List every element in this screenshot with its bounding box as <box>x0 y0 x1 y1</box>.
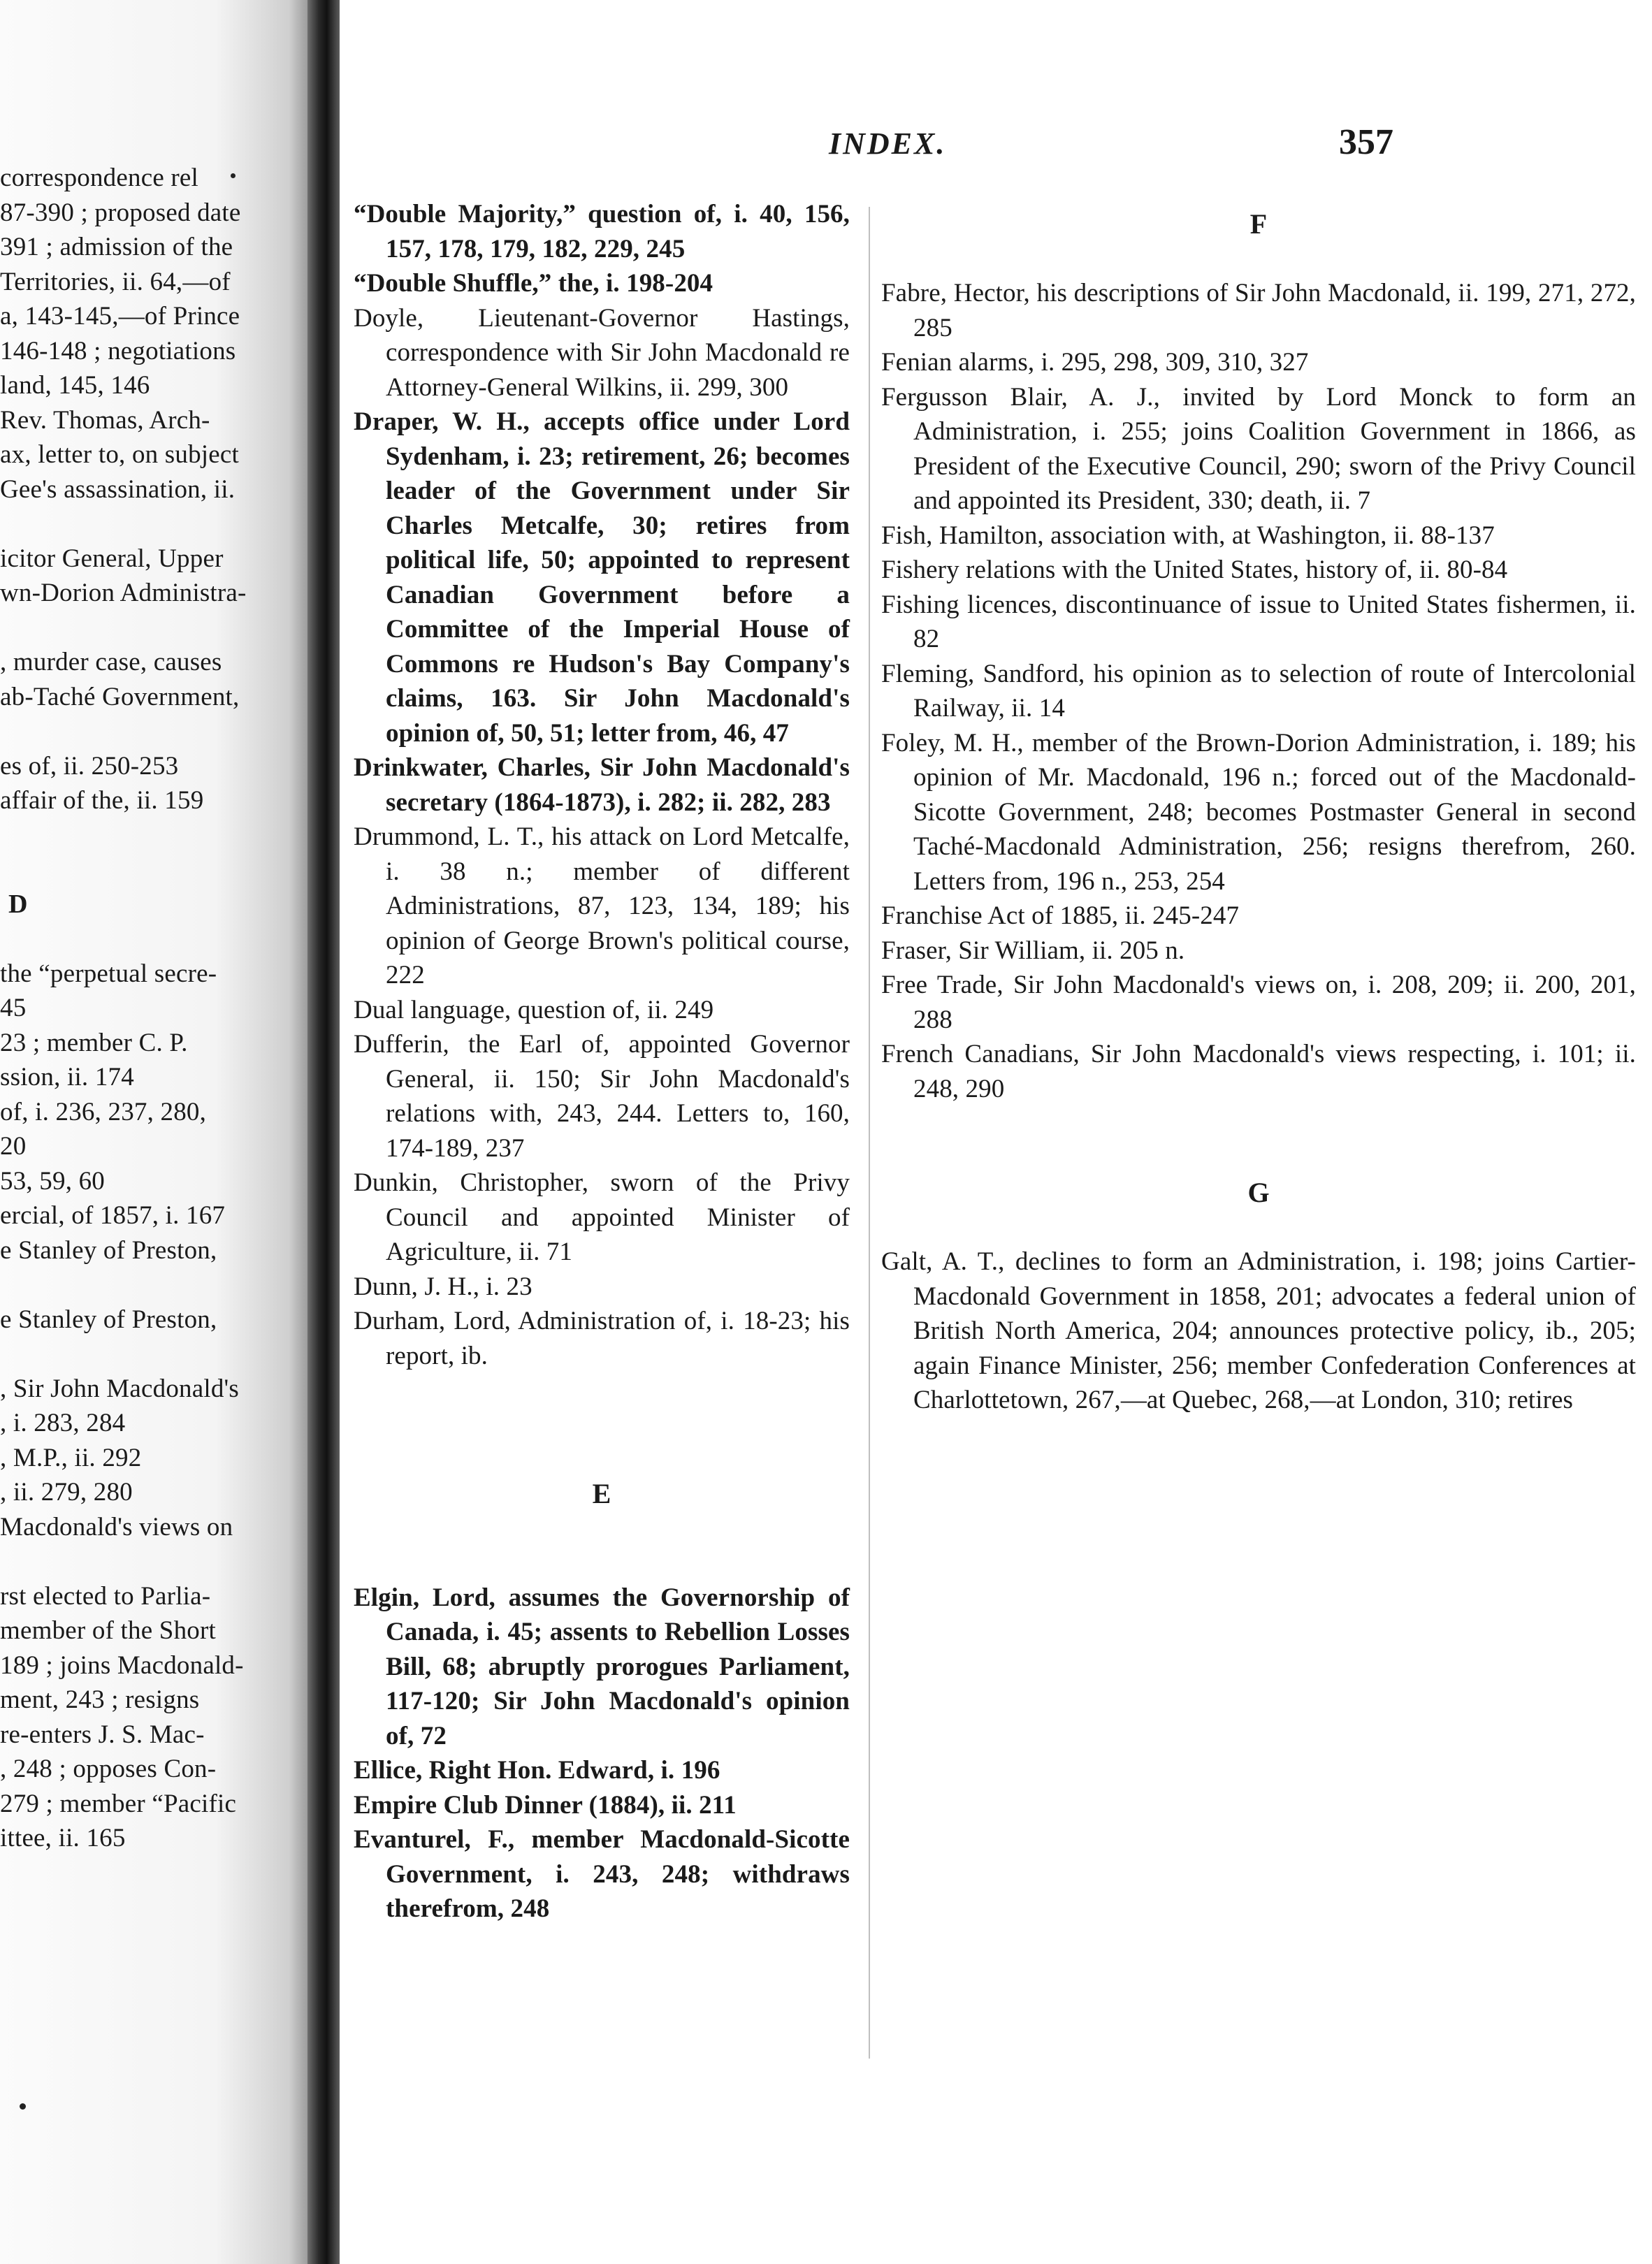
left-line: rst elected to Parlia- <box>0 1581 211 1611</box>
left-line: 146-148 ; negotiations <box>0 336 236 365</box>
section-letter-d: D <box>8 889 28 919</box>
index-entry: Free Trade, Sir John Macdonald's views on, i. 208, 209; ii. 200, 201, 288 <box>881 971 1636 1034</box>
left-line: a, 143-145,—of Prince <box>0 302 240 331</box>
index-entry: Ellice, Right Hon. Edward, i. 196 <box>354 1756 720 1785</box>
section-letter-f: F <box>1249 208 1268 240</box>
index-entry: Elgin, Lord, assumes the Governorship of Canada, i. 45; assents to Rebellion Losses Bill, 68; abruptly prorogues Parliament, 117-120; Sir John Macdonald's opinion of, 72 <box>354 1583 850 1750</box>
left-line: , M.P., ii. 292 <box>0 1443 142 1472</box>
left-line: ittee, ii. 165 <box>0 1824 126 1852</box>
left-line: 45 <box>0 994 27 1022</box>
left-line: icitor General, Upper <box>0 544 224 573</box>
left-line: Gee's assassination, ii. <box>0 474 236 504</box>
index-entry: Durham, Lord, Administration of, i. 18-23; his report, ib. <box>354 1307 850 1370</box>
left-line: ax, letter to, on subject <box>0 440 240 469</box>
running-head: INDEX. <box>829 126 947 161</box>
left-line: e Stanley of Preston, <box>0 1235 217 1265</box>
left-facing-page <box>0 0 307 2264</box>
left-line: of, i. 236, 237, 280, <box>0 1097 207 1126</box>
left-line: re-enters J. S. Mac- <box>0 1720 205 1749</box>
left-line: Territories, ii. 64,—of <box>0 267 231 296</box>
left-line: land, 145, 146 <box>0 371 150 400</box>
index-entry: Fleming, Sandford, his opinion as to selection of route of Intercolonial Railway, ii. 14 <box>881 659 1636 723</box>
index-entry: Drinkwater, Charles, Sir John Macdonald's secretary (1864-1873), i. 282; ii. 282, 283 <box>354 753 850 817</box>
index-entry: Evanturel, F., member Macdonald-Sicotte Government, i. 243, 248; withdraws therefrom, 248 <box>354 1825 850 1923</box>
column-divider <box>869 207 870 2059</box>
index-entry: Fenian alarms, i. 295, 298, 309, 310, 327 <box>881 348 1309 377</box>
left-line: es of, ii. 250-253 <box>0 751 179 781</box>
left-line: , Sir John Macdonald's <box>0 1374 239 1403</box>
index-entry: Dufferin, the Earl of, appointed Governor General, ii. 150; Sir John Macdonald's relations with, 243, 244. Letters to, 160, 174-189, 237 <box>354 1030 850 1163</box>
index-entry: Empire Club Dinner (1884), ii. 211 <box>354 1790 737 1820</box>
section-letter-g: G <box>1247 1177 1270 1208</box>
index-entry: Fergusson Blair, A. J., invited by Lord Monck to form an Administration, i. 255; joins Coalition Government in 1866, as President of the Executive Council, 290; sworn of the Privy Council and appointed its President, 330; death, ii. 7 <box>881 382 1636 515</box>
index-entry: Fabre, Hector, his descriptions of Sir John Macdonald, ii. 199, 271, 272, 285 <box>881 279 1636 342</box>
index-entry: “Double Shuffle,” the, i. 198-204 <box>354 269 713 298</box>
section-letter-e: E <box>592 1478 611 1509</box>
left-line: , i. 283, 284 <box>0 1409 126 1437</box>
left-line: e Stanley of Preston, <box>0 1305 217 1334</box>
left-line: ssion, ii. 174 <box>0 1063 134 1091</box>
index-column-left <box>354 197 850 1926</box>
left-line: Macdonald's views on <box>0 1512 233 1541</box>
index-entry: Doyle, Lieutenant-Governor Hastings, correspondence with Sir John Macdonald re Attorney-General Wilkins, ii. 299, 300 <box>354 303 850 402</box>
index-entry: Fishing licences, discontinuance of issue to United States fishermen, ii. 82 <box>881 590 1636 653</box>
left-line: 20 <box>0 1132 27 1161</box>
index-entry: Drummond, L. T., his attack on Lord Metcalfe, i. 38 n.; member of different Administrations, 87, 123, 134, 189; his opinion of George Brown's political course, 222 <box>354 822 850 989</box>
index-entry: Foley, M. H., member of the Brown-Dorion Administration, i. 189; his opinion of Mr. Macdonald, 196 n.; forced out of the Macdonald-Sicotte Government, 248; becomes Postmaster General in second Taché-Macdonald Administration, 256; resigns therefrom, 260. Letters from, 196 n., 253, 254 <box>881 728 1636 896</box>
index-entry: Fish, Hamilton, association with, at Washington, ii. 88-137 <box>881 521 1495 550</box>
index-entry: Franchise Act of 1885, ii. 245-247 <box>881 901 1240 930</box>
index-entry: “Double Majority,” question of, i. 40, 156, 157, 178, 179, 182, 229, 245 <box>354 200 850 263</box>
left-line: ercial, of 1857, i. 167 <box>0 1201 226 1230</box>
left-line: wn-Dorion Administra- <box>0 579 247 607</box>
index-entry: Dunn, J. H., i. 23 <box>354 1272 532 1301</box>
index-entry: Fraser, Sir William, ii. 205 n. <box>881 936 1185 965</box>
page-number: 357 <box>1339 122 1393 162</box>
index-entry: French Canadians, Sir John Macdonald's views respecting, i. 101; ii. 248, 290 <box>881 1040 1636 1103</box>
left-line: the “perpetual secre- <box>0 959 217 988</box>
index-entry: Draper, W. H., accepts office under Lord Sydenham, i. 23; retirement, 26; becomes leader of the Government under Sir Charles Metcalfe, 30; retires from political life, 50; appointed to represent Canadian Government before a Committee of the Imperial House of Commons re Hudson's Bay Company's claims, 163. Sir John Macdonald's opinion of, 50, 51; letter from, 46, 47 <box>354 407 850 748</box>
index-entry: Dunkin, Christopher, sworn of the Privy Council and appointed Minister of Agriculture, ii. 71 <box>354 1168 850 1266</box>
index-entry: Fishery relations with the United States, history of, ii. 80-84 <box>881 556 1508 584</box>
index-page <box>340 0 1652 2264</box>
left-page-text <box>0 161 307 1856</box>
left-line: correspondence rel <box>0 164 199 192</box>
left-line: 189 ; joins Macdonald- <box>0 1650 244 1680</box>
left-line: ab-Taché Government, <box>0 682 240 711</box>
index-entry: Galt, A. T., declines to form an Administration, i. 198; joins Cartier-Macdonald Government in 1858, 201; advocates a federal union of British North America, 204; announces protective policy, ib., 205; again Finance Minister, 256; member Confederation Conferences at Charlottetown, 267,—at Quebec, 268,—at London, 310; retires <box>881 1247 1636 1414</box>
left-line: 87-390 ; proposed date <box>0 198 241 227</box>
index-column-right <box>881 207 1636 1418</box>
index-entry: Dual language, question of, ii. 249 <box>354 995 714 1024</box>
left-line: 53, 59, 60 <box>0 1166 105 1196</box>
left-line: affair of the, ii. 159 <box>0 786 204 815</box>
left-line: ment, 243 ; resigns <box>0 1685 200 1714</box>
left-line: , murder case, causes <box>0 648 222 676</box>
left-line: 23 ; member C. P. <box>0 1028 188 1057</box>
left-line: Rev. Thomas, Arch- <box>0 405 210 435</box>
left-line: , ii. 279, 280 <box>0 1478 133 1507</box>
left-line: , 248 ; opposes Con- <box>0 1755 217 1783</box>
page-mark-dot <box>20 2103 26 2110</box>
left-line: member of the Short <box>0 1616 216 1645</box>
left-line: 279 ; member “Pacific <box>0 1789 237 1818</box>
book-gutter <box>307 0 340 2264</box>
left-line: 391 ; admission of the <box>0 233 233 261</box>
